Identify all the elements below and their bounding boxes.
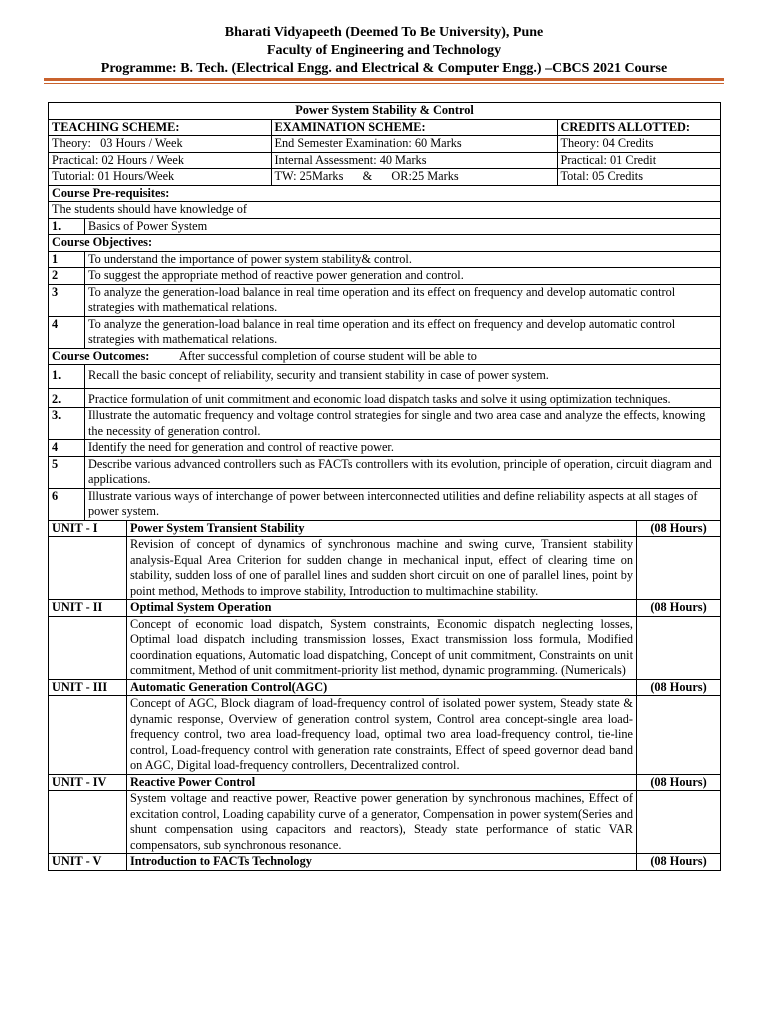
outcome-number: 4 — [49, 440, 85, 457]
objective-item: To analyze the generation-load balance in real time operation and its effect on frequency and develop automatic control strategies with mathematical relations. — [85, 316, 721, 348]
unit-hours: (08 Hours) — [637, 854, 721, 871]
prereq-item: Basics of Power System — [85, 218, 721, 235]
outcomes-intro: After successful completion of course student will be able to — [178, 348, 477, 363]
objective-number: 1 — [49, 251, 85, 268]
programme-name: Programme: B. Tech. (Electrical Engg. and Electrical & Computer Engg.) –CBCS 2021 Course — [100, 61, 668, 76]
unit-label: UNIT - II — [49, 600, 127, 617]
outcome-item: Describe various advanced controllers such as FACTs controllers with its evolution, principle of operation, circuit diagram and applications. — [85, 456, 721, 488]
exam-internal-assessment: Internal Assessment: 40 Marks — [271, 152, 557, 169]
outcomes-heading: Course Outcomes: — [52, 348, 150, 363]
header-divider — [44, 78, 724, 81]
outcomes-heading-row — [49, 348, 721, 365]
outcome-item: Illustrate various ways of interchange of power between interconnected utilities and define reliability aspects at all stages of power system. — [85, 488, 721, 520]
unit-hours: (08 Hours) — [637, 600, 721, 617]
unit-title: Automatic Generation Control(AGC) — [127, 679, 637, 696]
objective-number: 2 — [49, 268, 85, 285]
outcome-item: Illustrate the automatic frequency and voltage control strategies for single and two area case and analyze the effects, knowing the necessity of generation control. — [85, 408, 721, 440]
unit-hours: (08 Hours) — [637, 679, 721, 696]
university-name: Bharati Vidyapeeth (Deemed To Be University), Pune — [224, 25, 544, 40]
credits-total: Total: 05 Credits — [557, 169, 721, 185]
outcome-item: Identify the need for generation and control of reactive power. — [85, 440, 721, 457]
exam-tw-or — [271, 169, 557, 185]
outcome-number: 1. — [49, 365, 85, 389]
exam-ampersand: & — [362, 169, 373, 183]
prereq-intro: The students should have knowledge of — [49, 202, 721, 219]
objective-number: 4 — [49, 316, 85, 348]
document-header — [0, 24, 768, 78]
scheme-block — [49, 119, 721, 185]
unit-content: Concept of economic load dispatch, System constraints, Economic dispatch neglecting losses, Optimal load dispatch including transmission losses, Exact transmission loss formula, Modified coordination equations, Automatic load dispatching, Concept of unit commitment, Constraints on unit commitment, Method of unit commitment-priority list method, dynamic programming. (Numericals) — [127, 616, 637, 679]
unit-hours: (08 Hours) — [637, 520, 721, 537]
objective-item: To suggest the appropriate method of reactive power generation and control. — [85, 268, 721, 285]
outcome-item: Recall the basic concept of reliability, security and transient stability in case of power system. — [85, 365, 721, 389]
outcome-item: Practice formulation of unit commitment and economic load dispatch tasks and solve it using optimization techniques. — [85, 388, 721, 408]
teaching-theory: Theory: 03 Hours / Week — [49, 136, 271, 153]
syllabus-table — [48, 102, 721, 871]
objectives-heading: Course Objectives: — [49, 235, 721, 252]
prereq-number: 1. — [49, 218, 85, 235]
prereq-heading: Course Pre-requisites: — [49, 185, 721, 202]
objective-number: 3 — [49, 284, 85, 316]
unit-title: Introduction to FACTs Technology — [127, 854, 637, 871]
exam-tw: TW: 25Marks — [274, 169, 344, 183]
faculty-name: Faculty of Engineering and Technology — [266, 43, 502, 58]
exam-or: OR:25 Marks — [391, 169, 459, 183]
outcome-number: 5 — [49, 456, 85, 488]
unit-content: Concept of AGC, Block diagram of load-frequency control of isolated power system, Steady state & dynamic response, Overview of generation control system, Control area concept-single area load-frequency control, two area load-frequency load, optimal two area load-frequency control, tie-line control, Load-frequency control with generation rate constraints, Effect of speed governor dead band on AGC, Digital load-frequency controllers, Decentralized control. — [127, 696, 637, 775]
credits-allotted-heading: CREDITS ALLOTTED: — [557, 120, 721, 136]
teaching-practical: Practical: 02 Hours / Week — [49, 152, 271, 169]
credits-theory: Theory: 04 Credits — [557, 136, 721, 153]
unit-label: UNIT - IV — [49, 774, 127, 791]
unit-content: System voltage and reactive power, Reactive power generation by synchronous machines, Effect of excitation control, Loading capability curve of a generator, Compensation in power system(Series and shunt compensation using capacitors and reactors), Steady state performance of static VAR compensators, sub synchronous resonance. — [127, 791, 637, 854]
exam-end-semester: End Semester Examination: 60 Marks — [271, 136, 557, 153]
unit-label: UNIT - V — [49, 854, 127, 871]
unit-title: Optimal System Operation — [127, 600, 637, 617]
outcome-number: 2. — [49, 388, 85, 408]
unit-label: UNIT - I — [49, 520, 127, 537]
objective-item: To understand the importance of power system stability& control. — [85, 251, 721, 268]
credits-practical: Practical: 01 Credit — [557, 152, 721, 169]
unit-title: Reactive Power Control — [127, 774, 637, 791]
unit-label: UNIT - III — [49, 679, 127, 696]
unit-title: Power System Transient Stability — [127, 520, 637, 537]
objective-item: To analyze the generation-load balance in real time operation and its effect on frequency and develop automatic control strategies with mathematical relations. — [85, 284, 721, 316]
examination-scheme-heading: EXAMINATION SCHEME: — [271, 120, 557, 136]
unit-hours: (08 Hours) — [637, 774, 721, 791]
header-divider-thin — [44, 83, 724, 84]
course-title: Power System Stability & Control — [49, 103, 721, 120]
outcome-number: 6 — [49, 488, 85, 520]
teaching-tutorial: Tutorial: 01 Hours/Week — [52, 169, 175, 183]
unit-content: Revision of concept of dynamics of synchronous machine and swing curve, Transient stability analysis-Equal Area Criterion for sudden change in mechanical input, effect of clearing time on stability, sudden loss of one of parallel lines and sudden short circuit on one of parallel lines, point by point method, Methods to improve stability, Introduction to multimachine stability. — [127, 537, 637, 600]
outcome-number: 3. — [49, 408, 85, 440]
teaching-scheme-heading: TEACHING SCHEME: — [49, 120, 271, 136]
